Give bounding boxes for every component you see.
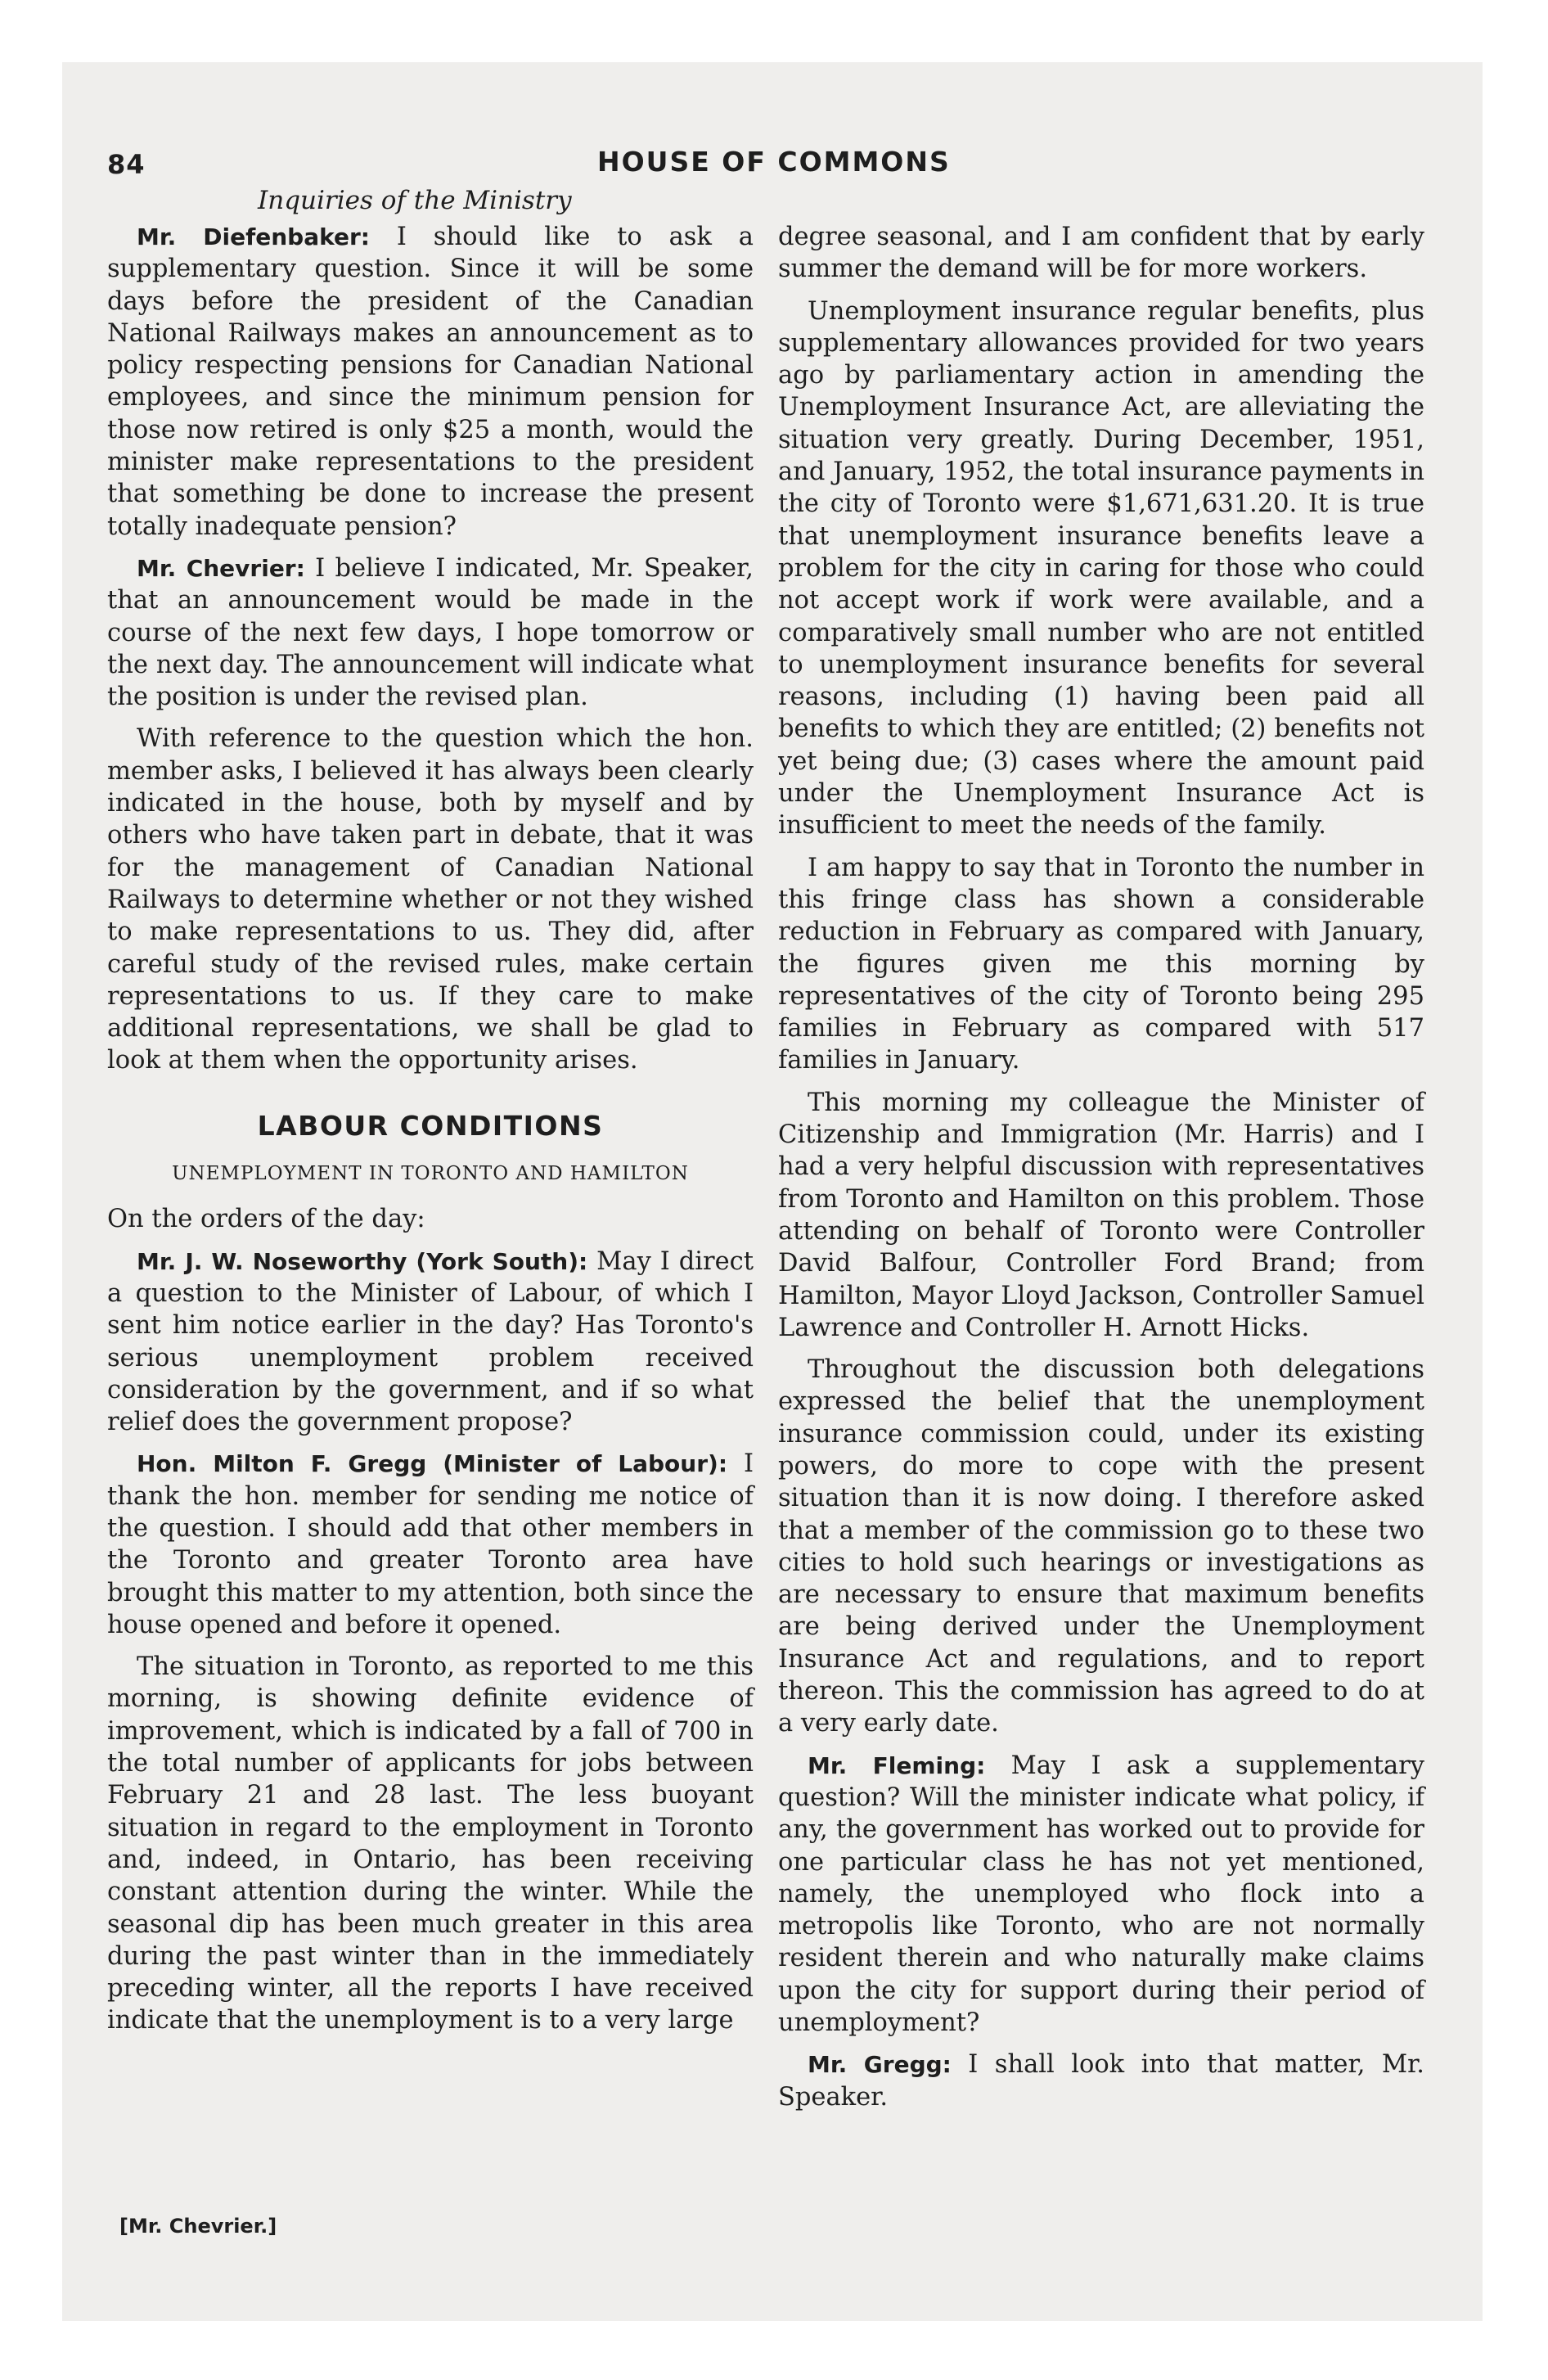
paragraph: With reference to the question which the hon. member asks, I believed it has always been clearly indicated in the house, both by myself and by others who have taken part in debate, that it was for the management of Canadian National Railways to determine whether or not they wished to make representations to us. They did, after careful study of the revised rules, make certain representations to us. If they care to make additional representations, we shall be glad to look at them when the opportunity arises.: [107, 724, 754, 1075]
speaker-name: Mr. Diefenbaker:: [137, 223, 370, 250]
left-column: [107, 221, 754, 2047]
paragraph: [778, 2049, 1424, 2113]
paragraph-text: May I ask a supplementary question? Will the minister indicate what policy, if any, the government has worked out to provide for one particular class he has not yet mentioned, namely, the unemployed who flock into a metropolis like Toronto, who are not normally resident therein and who naturally make claims upon the city for support during their period of unemployment?: [778, 1751, 1424, 2038]
paragraph-text: I should like to ask a supplementary question. Since it will be some days before the president of the Canadian National Railways makes an announcement as to policy respecting pensions for Canadian National employees, and since the minimum pension for those now retired is only $25 a month, would the minister make representations to the president that something be done to increase the present totally inadequate pension?: [107, 223, 754, 541]
speaker-name: Mr. Fleming:: [808, 1751, 986, 1779]
speaker-name: Mr. Chevrier:: [137, 554, 305, 582]
paragraph: [107, 221, 754, 543]
speaker-signature: [Mr. Chevrier.]: [119, 2215, 277, 2238]
right-column: [778, 221, 1424, 2123]
paragraph-text: I shall look into that matter, Mr. Speaker.: [778, 2050, 1424, 2112]
page-subhead: Inquiries of the Ministry: [258, 186, 572, 215]
paragraph: [778, 1750, 1424, 2040]
paragraph: I am happy to say that in Toronto the number in this fringe class has shown a considerable reduction in February as compared with January, the figures given me this morning by representatives of the city of Toronto being 295 families in February as compared with 517 families in January.: [778, 853, 1424, 1075]
paragraph: Throughout the discussion both delegations expressed the belief that the unemployment insurance commission could, under its existing powers, do more to cope with the present situation than it is now doing. I therefore asked that a member of the commission go to these two cities to hold such hearings or investigations as are necessary to ensure that maximum benefits are being derived under the Unemployment Insurance Act and regulations, and to report thereon. This the commission has agreed to do at a very early date.: [778, 1355, 1424, 1738]
page-number: 84: [107, 149, 146, 180]
paragraph: This morning my colleague the Minister of Citizenship and Immigration (Mr. Harris) and I had a very helpful discussion with representatives from Toronto and Hamilton on this problem. Those attending on behalf of Toronto were Controller David Balfour, Controller Ford Brand; from Hamilton, Mayor Lloyd Jackson, Controller Samuel Lawrence and Controller H. Arnott Hicks.: [778, 1088, 1424, 1342]
paragraph: [107, 552, 754, 713]
paragraph: The situation in Toronto, as reported to me this morning, is showing definite evidence of improvement, which is indicated by a fall of 700 in the total number of applicants for jobs between February 21 and 28 last. The less buoyant situation in regard to the employment in Toronto and, indeed, in Ontario, has been receiving constant attention during the winter. While the seasonal dip has been much greater in this area during the past winter than in the immediately preceding winter, all the reports I have received indicate that the unemployment is to a very large: [107, 1652, 754, 2035]
sub-heading: UNEMPLOYMENT IN TORONTO AND HAMILTON: [172, 1163, 689, 1185]
section-heading: LABOUR CONDITIONS: [257, 1109, 604, 1142]
paragraph-text: I thank the hon. member for sending me notice of the question. I should add that other members in the Toronto and greater Toronto area have brought this matter to my attention, both since the house opened and before it opened.: [107, 1449, 754, 1639]
paragraph: [107, 1448, 754, 1641]
paragraph: degree seasonal, and I am confident that by early summer the demand will be for more workers.: [778, 223, 1424, 284]
running-head: HOUSE OF COMMONS: [597, 146, 951, 178]
paragraph: [107, 1246, 754, 1439]
speaker-name: Mr. Gregg:: [808, 2051, 952, 2079]
speaker-name: Mr. J. W. Noseworthy (York South):: [137, 1247, 588, 1275]
paragraph-text: I believe I indicated, Mr. Speaker, that an announcement would be made in the course of the next few days, I hope tomorrow or the next day. The announcement will indicate what the position is under the revised plan.: [107, 553, 754, 712]
speaker-name: Hon. Milton F. Gregg (Minister of Labour):: [137, 1450, 728, 1478]
orders-line: On the orders of the day:: [107, 1205, 425, 1234]
paragraph: Unemployment insurance regular benefits, plus supplementary allowances provided for two years ago by parliamentary action in amending the Unemployment Insurance Act, are alleviating the situation very greatly. During December, 1951, and January, 1952, the total insurance payments in the city of Toronto were $1,671,631.20. It is true that unemployment insurance benefits leave a problem for the city in caring for those who could not accept work if work were available, and a comparatively small number who are not entitled to unemployment insurance benefits for several reasons, including (1) having been paid all benefits to which they are entitled; (2) benefits not yet being due; (3) cases where the amount paid under the Unemployment Insurance Act is insufficient to meet the needs of the family.: [778, 296, 1424, 841]
paragraph-text: May I direct a question to the Minister of Labour, of which I sent him notice earlier in the day? Has Toronto's serious unemployment problem received consideration by the government, and if so what relief does the government propose?: [107, 1246, 754, 1437]
